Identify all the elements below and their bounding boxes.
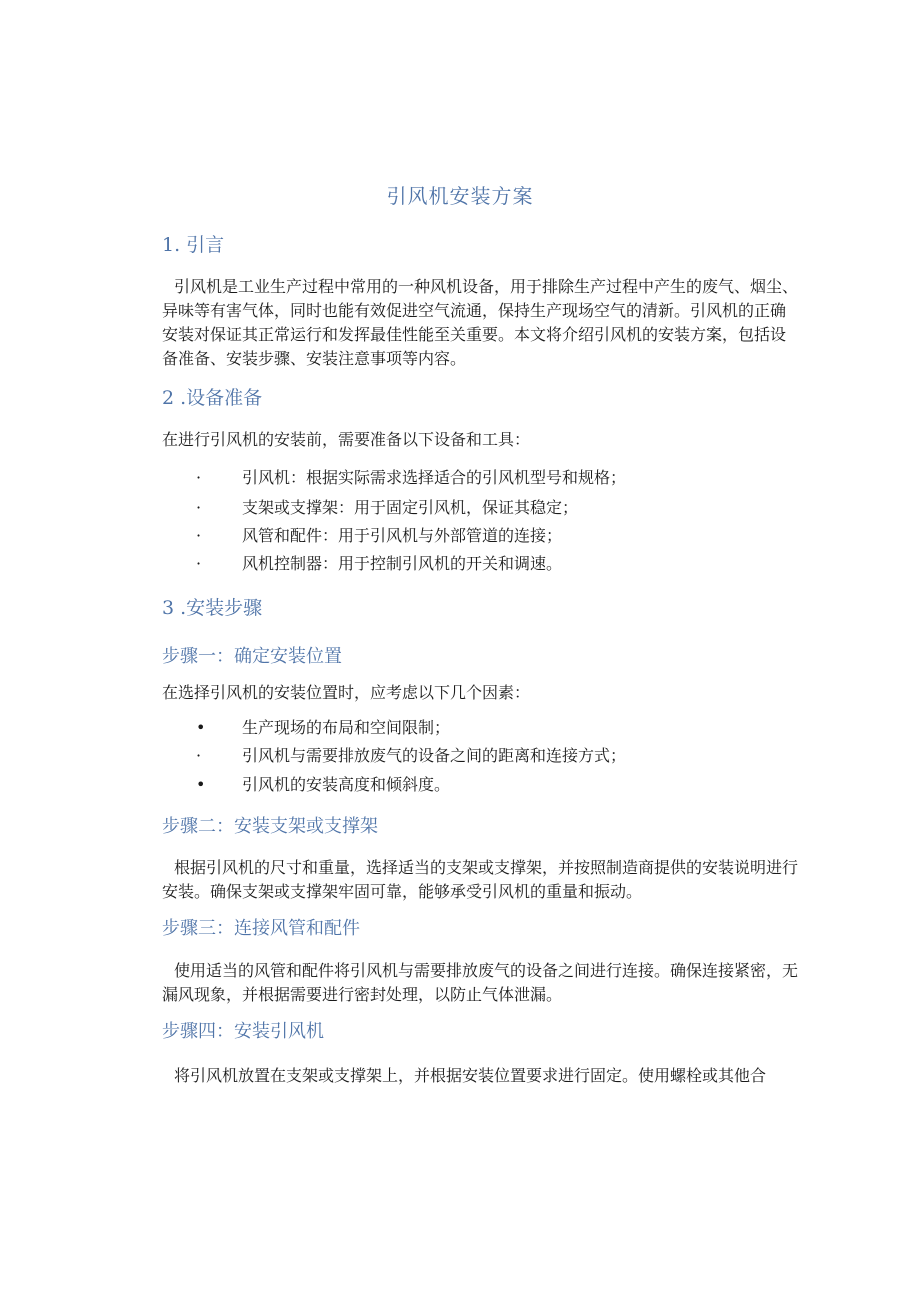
section-3-heading: 3 .安装步骤 xyxy=(162,597,263,619)
bullet-icon: · xyxy=(196,468,202,487)
bullet-icon: · xyxy=(196,526,202,545)
list-item-text: 引风机：根据实际需求选择适合的引风机型号和规格； xyxy=(242,468,627,487)
list-item-text: 生产现场的布局和空间限制； xyxy=(242,718,451,737)
bullet-icon: · xyxy=(196,498,202,517)
step-4-heading: 步骤四：安装引风机 xyxy=(162,1021,324,1042)
document-title: 引风机安装方案 xyxy=(386,184,534,208)
step-3-paragraph: 使用适当的风管和配件将引风机与需要排放废气的设备之间进行连接。确保连接紧密，无漏风现象，并根据需要进行密封处理，以防止气体泄漏。 xyxy=(162,961,799,1004)
list-item-text: 引风机与需要排放废气的设备之间的距离和连接方式； xyxy=(242,746,627,765)
step-2-paragraph: 根据引风机的尺寸和重量，选择适当的支架或支撑架，并按照制造商提供的安装说明进行安装。确保支架或支撑架牢固可靠，能够承受引风机的重量和振动。 xyxy=(162,858,799,901)
step-3-heading: 步骤三：连接风管和配件 xyxy=(162,918,360,939)
list-item-text: 风管和配件：用于引风机与外部管道的连接； xyxy=(242,526,563,545)
bullet-icon: • xyxy=(196,775,206,794)
section-1-heading: 1. 引言 xyxy=(162,234,225,256)
list-item-text: 引风机的安装高度和倾斜度。 xyxy=(242,775,451,794)
section-1-paragraph: 引风机是工业生产过程中常用的一种风机设备，用于排除生产过程中产生的废气、烟尘、异味等有害气体，同时也能有效促进空气流通，保持生产现场空气的清新。引风机的正确安装对保证其正常运行和发挥最佳性能至关重要。本文将介绍引风机的安装方案，包括设备准备、安装步骤、安装注意事项等内容。 xyxy=(162,277,799,368)
step-2-heading: 步骤二：安装支架或支撑架 xyxy=(162,816,378,837)
list-item-text: 支架或支撑架：用于固定引风机，保证其稳定； xyxy=(242,498,579,517)
step-4-paragraph: 将引风机放置在支架或支撑架上，并根据安装位置要求进行固定。使用螺栓或其他合 xyxy=(174,1066,767,1085)
bullet-icon: · xyxy=(196,746,202,765)
list-item-text: 风机控制器：用于控制引风机的开关和调速。 xyxy=(242,554,563,573)
bullet-icon: • xyxy=(196,718,206,737)
section-2-intro: 在进行引风机的安装前，需要准备以下设备和工具： xyxy=(162,430,531,449)
section-2-heading: 2 .设备准备 xyxy=(162,387,263,409)
step-1-heading: 步骤一：确定安装位置 xyxy=(162,646,342,667)
bullet-icon: · xyxy=(196,554,202,573)
step-1-intro: 在选择引风机的安装位置时，应考虑以下几个因素： xyxy=(162,683,531,702)
